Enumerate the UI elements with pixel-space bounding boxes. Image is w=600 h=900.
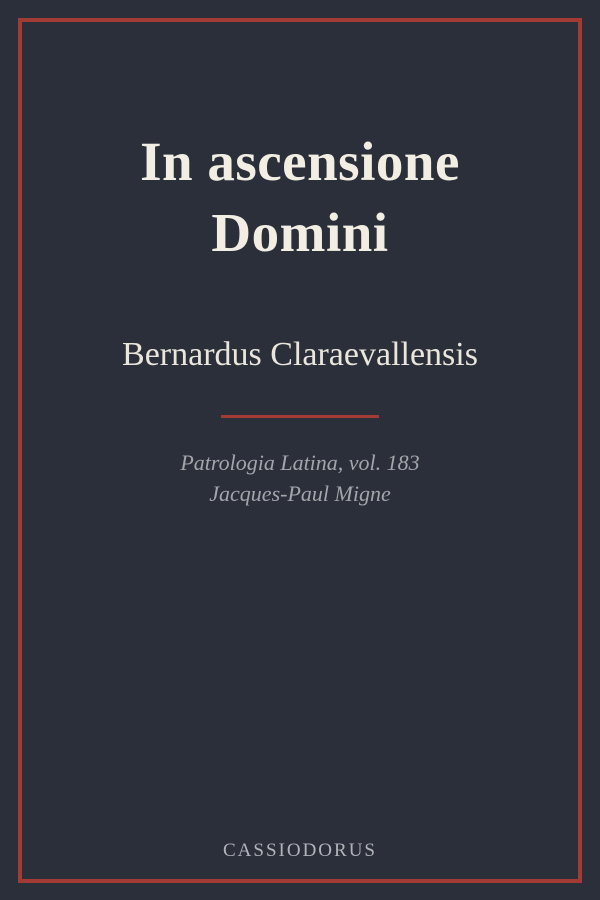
divider-rule — [221, 415, 379, 418]
book-title: In ascensione Domini — [140, 131, 460, 263]
imprint-editor-line: Jacques-Paul Migne — [209, 481, 391, 506]
imprint-series-line: Patrologia Latina, vol. 183 — [180, 450, 420, 475]
book-author: Bernardus Claraevallensis — [122, 336, 478, 373]
imprint-block — [0, 447, 600, 509]
title-block — [0, 126, 600, 268]
publisher-name: CASSIODORUS — [223, 840, 377, 861]
